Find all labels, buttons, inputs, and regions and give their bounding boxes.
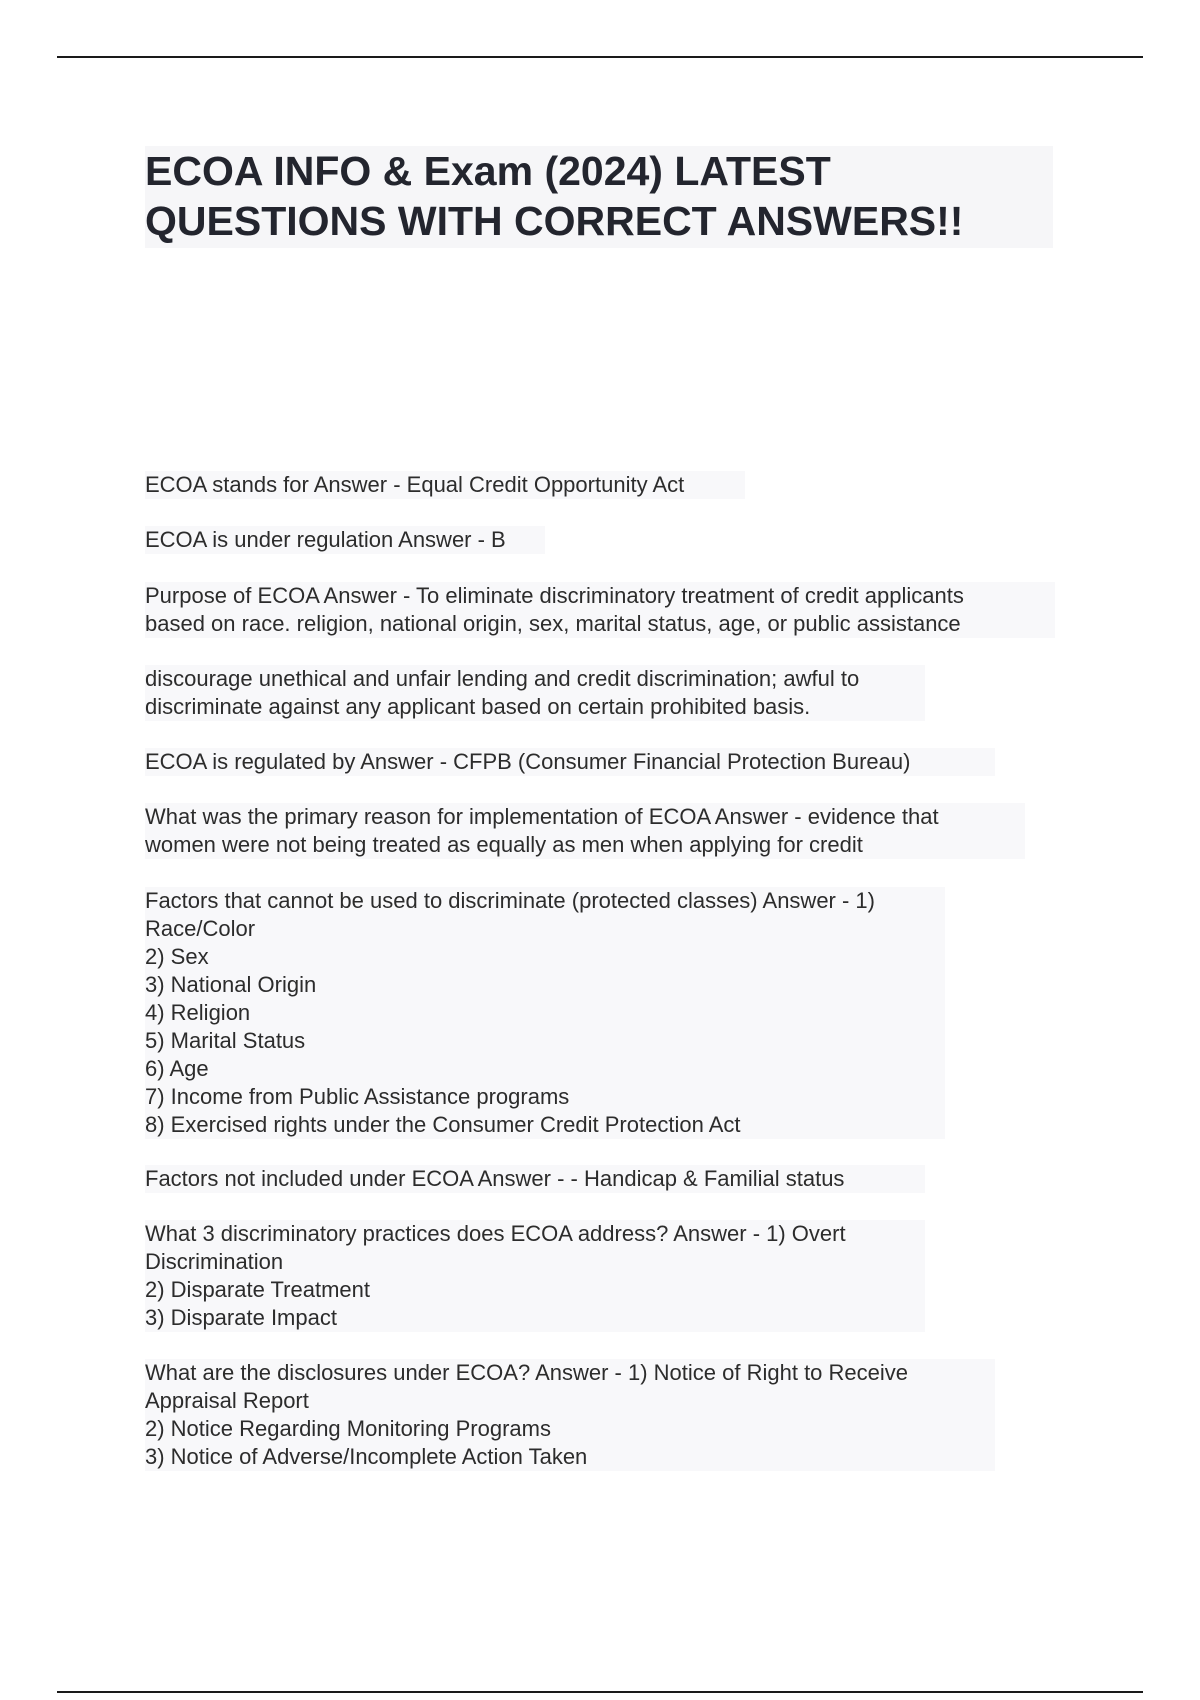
qa-line: What 3 discriminatory practices does ECOA address? Answer - 1) Overt (145, 1221, 846, 1246)
qa-not-included (145, 1165, 925, 1193)
qa-discriminatory-practices (145, 1220, 925, 1332)
title-line-2: QUESTIONS WITH CORRECT ANSWERS!! (145, 198, 964, 244)
list-item: 3) Notice of Adverse/Incomplete Action Taken (145, 1444, 588, 1469)
qa-primary-reason (145, 803, 1025, 859)
list-item: 3) Disparate Impact (145, 1305, 337, 1330)
list-item: 2) Disparate Treatment (145, 1277, 370, 1302)
document-title (145, 146, 1053, 248)
qa-line: Factors that cannot be used to discriminate (protected classes) Answer - 1) (145, 888, 875, 913)
list-item: 2) Notice Regarding Monitoring Programs (145, 1416, 551, 1441)
qa-line: women were not being treated as equally as men when applying for credit (145, 832, 863, 857)
qa-line: based on race. religion, national origin, sex, marital status, age, or public assistance (145, 611, 961, 636)
list-item: Race/Color (145, 916, 256, 941)
list-item: 4) Religion (145, 1000, 251, 1025)
list-item: 6) Age (145, 1056, 209, 1081)
qa-line: Purpose of ECOA Answer - To eliminate discriminatory treatment of credit applicants (145, 583, 964, 608)
qa-ecoa-stands-for (145, 471, 745, 499)
list-item: 5) Marital Status (145, 1028, 306, 1053)
list-item: Discrimination (145, 1249, 284, 1274)
qa-purpose-continued (145, 665, 925, 721)
qa-line: What are the disclosures under ECOA? Answer - 1) Notice of Right to Receive (145, 1360, 909, 1385)
list-item: Appraisal Report (145, 1388, 309, 1413)
qa-line: ECOA stands for Answer - Equal Credit Opportunity Act (145, 472, 685, 497)
qa-line: ECOA is regulated by Answer - CFPB (Consumer Financial Protection Bureau) (145, 749, 911, 774)
qa-line: Factors not included under ECOA Answer - - Handicap & Familial status (145, 1166, 845, 1191)
qa-line: discriminate against any applicant based on certain prohibited basis. (145, 694, 811, 719)
qa-ecoa-regulation (145, 526, 545, 554)
qa-purpose (145, 582, 1055, 638)
qa-line: What was the primary reason for implementation of ECOA Answer - evidence that (145, 804, 939, 829)
qa-protected-classes (145, 887, 945, 1139)
header-rule (57, 56, 1143, 58)
qa-line: ECOA is under regulation Answer - B (145, 527, 506, 552)
title-line-1: ECOA INFO & Exam (2024) LATEST (145, 148, 831, 194)
list-item: 3) National Origin (145, 972, 317, 997)
qa-line: discourage unethical and unfair lending and credit discrimination; awful to (145, 666, 860, 691)
qa-disclosures (145, 1359, 995, 1471)
list-item: 2) Sex (145, 944, 209, 969)
footer-rule (57, 1691, 1143, 1693)
list-item: 8) Exercised rights under the Consumer Credit Protection Act (145, 1112, 741, 1137)
qa-regulated-by (145, 748, 995, 776)
list-item: 7) Income from Public Assistance programs (145, 1084, 570, 1109)
